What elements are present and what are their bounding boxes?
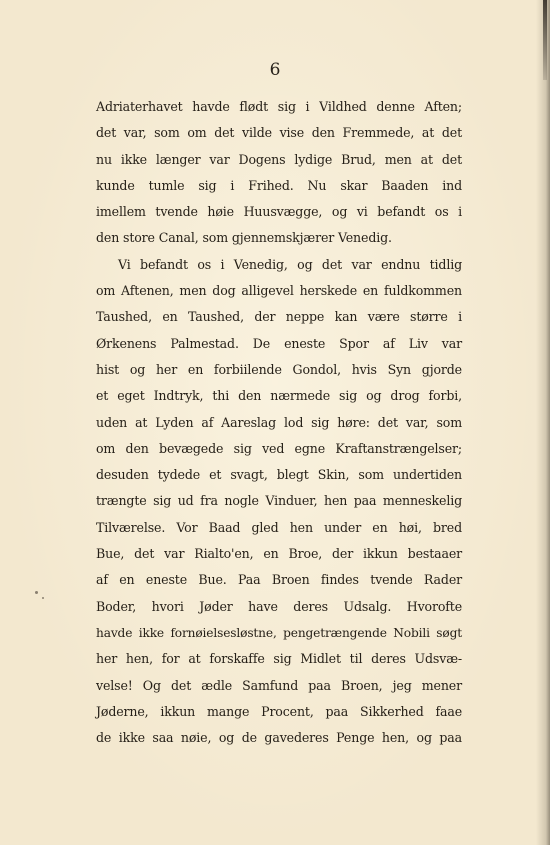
text-line: imellem tvende høie Huusvægge, og vi befandt os i (96, 204, 462, 220)
page-number: 6 (269, 60, 281, 80)
text-line: Boder, hvori Jøder have deres Udsalg. Hvorofte (96, 598, 462, 614)
text-line: kunde tumle sig i Frihed. Nu skar Baaden ind (96, 177, 462, 193)
text-line: om Aftenen, men dog alligevel herskede en fuldkommen (96, 283, 462, 299)
text-line: Adriaterhavet havde flødt sig i Vildhed denne Aften; (96, 99, 462, 114)
text-line: trængte sig ud fra nogle Vinduer, hen paa menneskelig (96, 493, 462, 509)
text-line: her hen, for at forskaffe sig Midlet til deres Udsvæ- (96, 651, 462, 667)
text-line: Jøderne, ikkun mange Procent, paa Sikkerhed faae (96, 703, 462, 719)
text-line: desuden tydede et svagt, blegt Skin, som undertiden (96, 467, 462, 483)
text-line: uden at Lyden af Aareslag lod sig høre: det var, som (96, 414, 462, 430)
text-line: Bue, det var Rialto'en, en Broe, der ikkun bestaaer (96, 546, 462, 562)
text-line: hist og her en forbiilende Gondol, hvis Syn gjorde (96, 361, 462, 377)
text-line: Ørkenens Palmestad. De eneste Spor af Liv var (96, 335, 462, 351)
text-line: af en eneste Bue. Paa Broen findes tvende Rader (96, 572, 462, 588)
text-line: den store Canal, som gjennemskjærer Venedig. (96, 230, 392, 246)
text-line: velse! Og det ædle Samfund paa Broen, jeg mener (96, 677, 462, 693)
page-edge-shadow (536, 0, 550, 845)
paper-speck (42, 597, 44, 599)
text-line: de ikke saa nøie, og de gavederes Penge hen, og paa (96, 730, 462, 746)
body-text (96, 94, 462, 751)
text-line: Taushed, en Taushed, der neppe kan være større i (96, 309, 462, 325)
paper-speck (35, 591, 38, 594)
text-line: nu ikke længer var Dogens lydige Brud, men at det (96, 151, 462, 167)
text-line: havde ikke fornøielsesløstne, pengetrængende Nobili søgt (96, 625, 462, 640)
text-line: om den bevægede sig ved egne Kraftanstrængelser; (96, 440, 462, 456)
text-line: et eget Indtryk, thi den nærmede sig og drog forbi, (96, 388, 462, 404)
text-line: det var, som om det vilde vise den Fremmede, at det (96, 125, 462, 141)
text-line: Vi befandt os i Venedig, og det var endnu tidlig (118, 256, 462, 272)
text-line: Tilværelse. Vor Baad gled hen under en høi, bred (96, 519, 462, 535)
